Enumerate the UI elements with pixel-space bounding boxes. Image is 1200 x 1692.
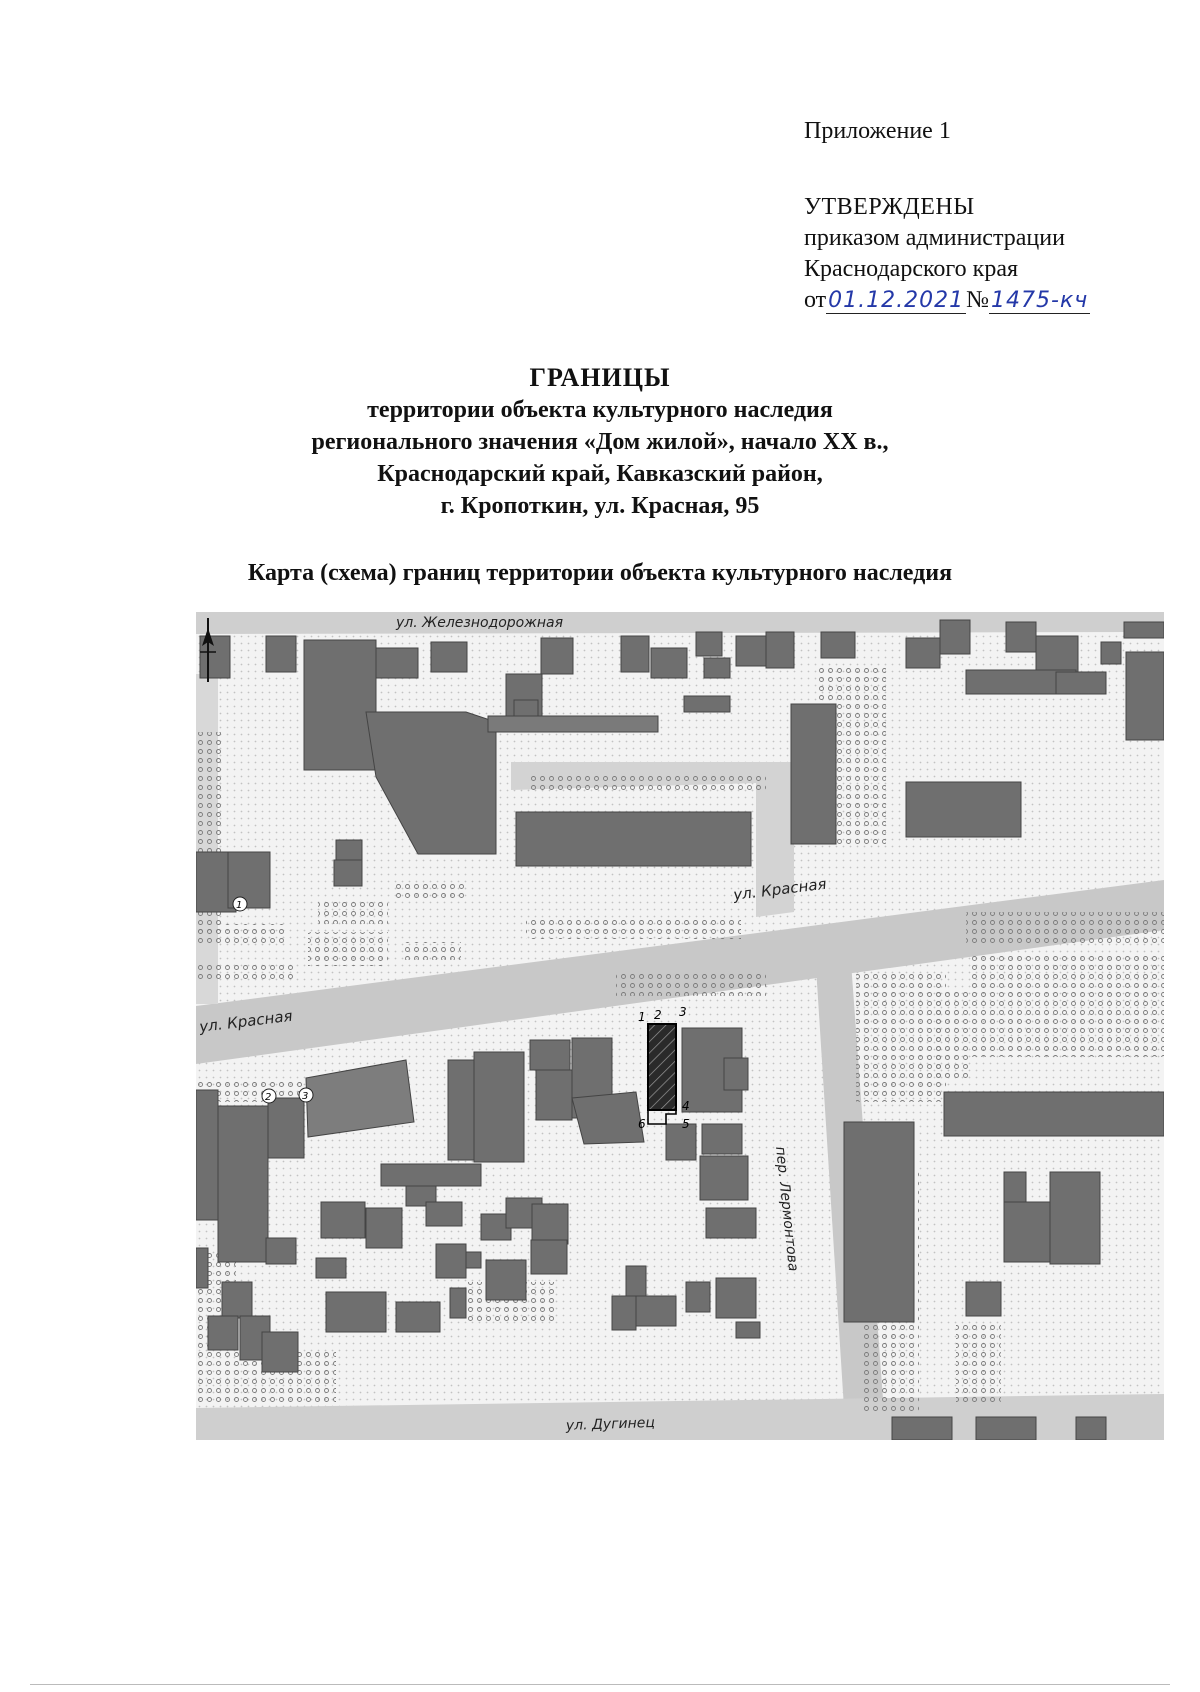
- boundary-point-4: 4: [682, 1099, 690, 1113]
- approved-line-1: приказом администрации: [804, 225, 1065, 251]
- approved-title: УТВЕРЖДЕНЫ: [804, 194, 975, 220]
- title-line-3: регионального значения «Дом жилой», начало XX в.,: [311, 429, 889, 455]
- street-label-lermontova: пер. Лермонтова: [772, 1145, 802, 1273]
- boundary-point-6: 6: [638, 1117, 646, 1131]
- boundary-point-5: 5: [682, 1117, 690, 1131]
- boundary-point-3: 3: [679, 1005, 687, 1019]
- approval-block: [804, 192, 1090, 316]
- street-label-krasnaya-right: ул. Красная: [732, 874, 828, 904]
- appendix-label: Приложение 1: [804, 118, 951, 144]
- title-line-1: ГРАНИЦЫ: [529, 363, 671, 392]
- boundary-point-1: 1: [638, 1010, 646, 1024]
- handwritten-date: 01.12.2021: [828, 288, 965, 313]
- date-prefix: от: [804, 287, 827, 313]
- map-caption: Карта (схема) границ территории объекта культурного наследия: [247, 560, 953, 586]
- map-svg: [196, 612, 1164, 1440]
- marker-2: 2: [265, 1092, 272, 1103]
- street-label-krasnaya-left: ул. Красная: [198, 1006, 294, 1036]
- heritage-object-building: [648, 1024, 676, 1110]
- approved-line-2: Краснодарского края: [804, 256, 1019, 282]
- marker-3: 3: [302, 1091, 309, 1102]
- title-line-5: г. Кропоткин, ул. Красная, 95: [440, 493, 760, 519]
- handwritten-number: 1475-кч: [991, 288, 1089, 313]
- boundary-map: [196, 612, 1164, 1440]
- document-title: [0, 362, 1200, 522]
- title-line-4: Краснодарский край, Кавказский район,: [377, 461, 823, 487]
- number-prefix: №: [966, 287, 990, 313]
- page-bottom-rule: [30, 1684, 1170, 1685]
- date-number-line: [804, 285, 1090, 316]
- marker-1: 1: [236, 900, 243, 911]
- street-label-zheleznodorozhnaya: ул. Железнодорожная: [396, 615, 564, 631]
- title-line-2: территории объекта культурного наследия: [367, 397, 833, 423]
- street-label-duginets: ул. Дугинец: [565, 1414, 656, 1434]
- boundary-point-2: 2: [654, 1008, 662, 1022]
